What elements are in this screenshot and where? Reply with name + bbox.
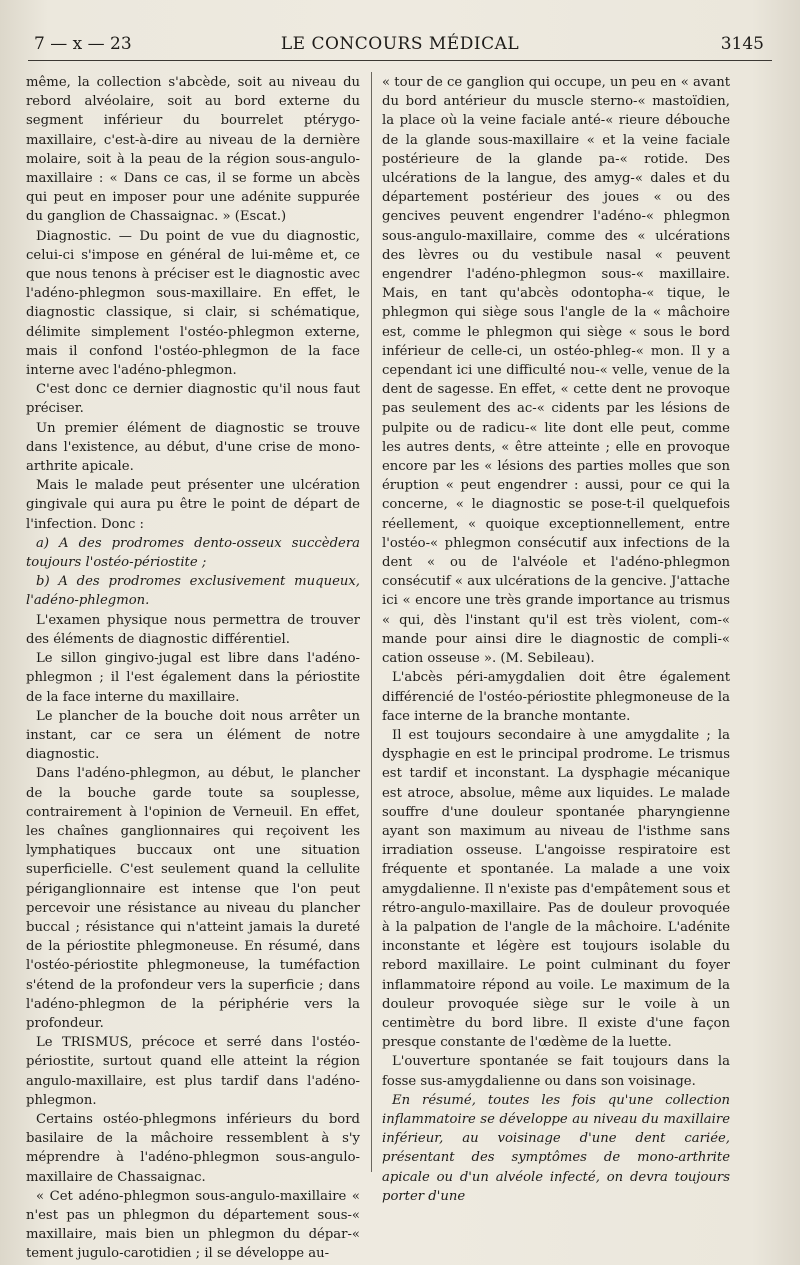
column-divider [371, 72, 372, 1172]
paragraph: b) A des prodromes exclusivement muqueux, l'adéno-phlegmon. [26, 574, 360, 609]
paragraph: Certains ostéo-phlegmons inférieurs du bord basilaire de la mâchoire ressemblent à s'y méprendre à l'adéno-phlegmon sous-angulo-maxillaire de Chassaignac. [26, 1111, 360, 1185]
paragraph: L'examen physique nous permettra de trouver des éléments de diagnostic différentiel. [26, 612, 360, 647]
left-column [26, 73, 360, 1264]
paragraph: Dans l'adéno-phlegmon, au début, le plancher de la bouche garde toute sa souplesse, contrairement à l'opinion de Verneuil. En effet, les chaînes ganglionnaires qui reçoivent les lymphatiques buccaux ont une situation superficielle. C'est seulement quand la cellulite périganglionnaire est intense que l'on peut percevoir une résistance au niveau du plancher buccal ; résistance qui n'atteint jamais la dureté de la périostite phlegmoneuse. En résumé, dans l'ostéo-périostite phlegmoneuse, la tuméfaction s'étend de la profondeur vers la superficie ; dans l'adéno-phlegmon de la périphérie vers la profondeur. [26, 766, 360, 1031]
page-number: 3145 [720, 34, 764, 54]
paragraph: a) A des prodromes dento-osseux succèdera toujours l'ostéo-périostite ; [26, 535, 360, 571]
paragraph: Le sillon gingivo-jugal est libre dans l'adéno-phlegmon ; il l'est également dans la périostite de la face interne du maxillaire. [26, 651, 360, 705]
journal-title: LE CONCOURS MÉDICAL [280, 34, 520, 54]
paragraph: C'est donc ce dernier diagnostic qu'il nous faut préciser. [26, 382, 360, 417]
paragraph: Diagnostic. — Du point de vue du diagnostic, celui-ci s'impose en général de lui-même et, ce que nous tenons à préciser est le diagnostic avec l'adéno-phlegmon sous-maxillaire. En effet, le diagnostic classique, si clair, si schématique, délimite simplement l'ostéo-phlegmon externe, mais il confond l'ostéo-phlegmon de la face interne avec l'adéno-phlegmon. [26, 228, 360, 379]
page-header [28, 30, 772, 61]
paragraph: « tour de ce ganglion qui occupe, un peu en « avant du bord antérieur du muscle sterno-« mastoïdien, la place où la veine faciale anté-« rieure débouche de la glande sous-maxillaire « et la veine faciale postérieure de la glande pa-« rotide. Des ulcérations de la langue, des amyg-« dales et du département postérieur des joues « ou des gencives peuvent engendrer l'adéno-« phlegmon sous-angulo-maxillaire, comme des « ulcérations des lèvres ou du vestibule nasal « peuvent engendrer l'adéno-phlegmon sous-« maxillaire. Mais, en tant qu'abcès odontopha-« tique, le phlegmon qui siège sous l'angle de la « mâchoire est, comme le phlegmon qui siège « sous le bord inférieur de celle-ci, un ostéo-phleg-« mon. Il y a cependant ici une difficulté nou-« velle, venue de la dent de sagesse. En effet, « cette dent ne provoque pas seulement des ac-« cidents par les lésions de pulpite ou de radicu-« lite dont elle peut, comme les autres dents, « être atteinte ; elle en provoque encore par les « lésions des parties molles que son éruption « peut engendrer : aussi, pour ce qui la concerne, « le diagnostic se pose-t-il quelquefois réellement, « quoique exceptionnellement, entre l'ostéo-« phlegmon consécutif aux infections de la dent « ou de l'alvéole et l'adéno-phlegmon consécutif « aux ulcérations de la gencive. J'attache ici « encore une très grande importance au trismus « qui, dès l'instant qu'il est très violent, com-« mande pour ainsi dire le diagnostic de compli-« cation osseuse ». (M. Sebileau). [382, 75, 730, 667]
paragraph: L'ouverture spontanée se fait toujours dans la fosse sus-amygdalienne ou dans son voisinage. [382, 1054, 730, 1089]
paragraph: Mais le malade peut présenter une ulcération gingivale qui aura pu être le point de départ de l'infection. Donc : [26, 478, 360, 532]
paragraph: même, la collection s'abcède, soit au niveau du rebord alvéolaire, soit au bord externe du segment inférieur du bourrelet ptérygo-maxillaire, c'est-à-dire au niveau de la dernière molaire, soit à la peau de la région sous-angulo-maxillaire : « Dans ce cas, il se forme un abcès qui peut en imposer pour une adénite suppurée du ganglion de Chassaignac. » (Escat.) [26, 75, 360, 225]
paragraph: Un premier élément de diagnostic se trouve dans l'existence, au début, d'une crise de mono-arthrite apicale. [26, 420, 360, 475]
paragraph: En résumé, toutes les fois qu'une collection inflammatoire se développe au niveau du maxillaire inférieur, au voisinage d'une dent cariée, présentant des symptômes de mono-arthrite apicale ou d'un alvéole infecté, on devra toujours porter d'une [382, 1092, 730, 1204]
paragraph: Le plancher de la bouche doit nous arrêter un instant, car ce sera un élément de notre diagnostic. [26, 708, 360, 763]
issue-date: 7 — x — 23 [34, 34, 132, 54]
paragraph: L'abcès péri-amygdalien doit être également différencié de l'ostéo-périostite phlegmoneuse de la face interne de la branche montante. [382, 670, 730, 724]
paragraph: Il est toujours secondaire à une amygdalite ; la dysphagie en est le principal prodrome. Le trismus est tardif et inconstant. La dysphagie mécanique est atroce, absolue, même aux liquides. Le malade souffre d'une douleur spontanée pharyngienne ayant son maximum au niveau de l'isthme sans irradiation osseuse. L'angoisse respiratoire est fréquente et spontanée. La malade a une voix amygdalienne. Il n'existe pas d'empâtement sous et rétro-angulo-maxillaire. Pas de douleur provoquée à la palpation de l'angle de la mâchoire. L'adénite inconstante et légère est toujours isolable du rebord maxillaire. Le point culminant du foyer inflammatoire répond au voile. Le maximum de la douleur provoquée siège sur le voile à un centimètre du bord libre. Il existe d'une façon presque constante de l'œdème de la luette. [382, 727, 730, 1051]
right-column [382, 73, 730, 1206]
paragraph: « Cet adéno-phlegmon sous-angulo-maxillaire « n'est pas un phlegmon du département sous-« maxillaire, mais bien un phlegmon du dépar-« tement jugulo-carotidien ; il se développe au- [26, 1188, 360, 1262]
paragraph: Le TRISMUS, précoce et serré dans l'ostéo-périostite, surtout quand elle atteint la région angulo-maxillaire, est plus tardif dans l'adéno-phlegmon. [26, 1035, 360, 1108]
